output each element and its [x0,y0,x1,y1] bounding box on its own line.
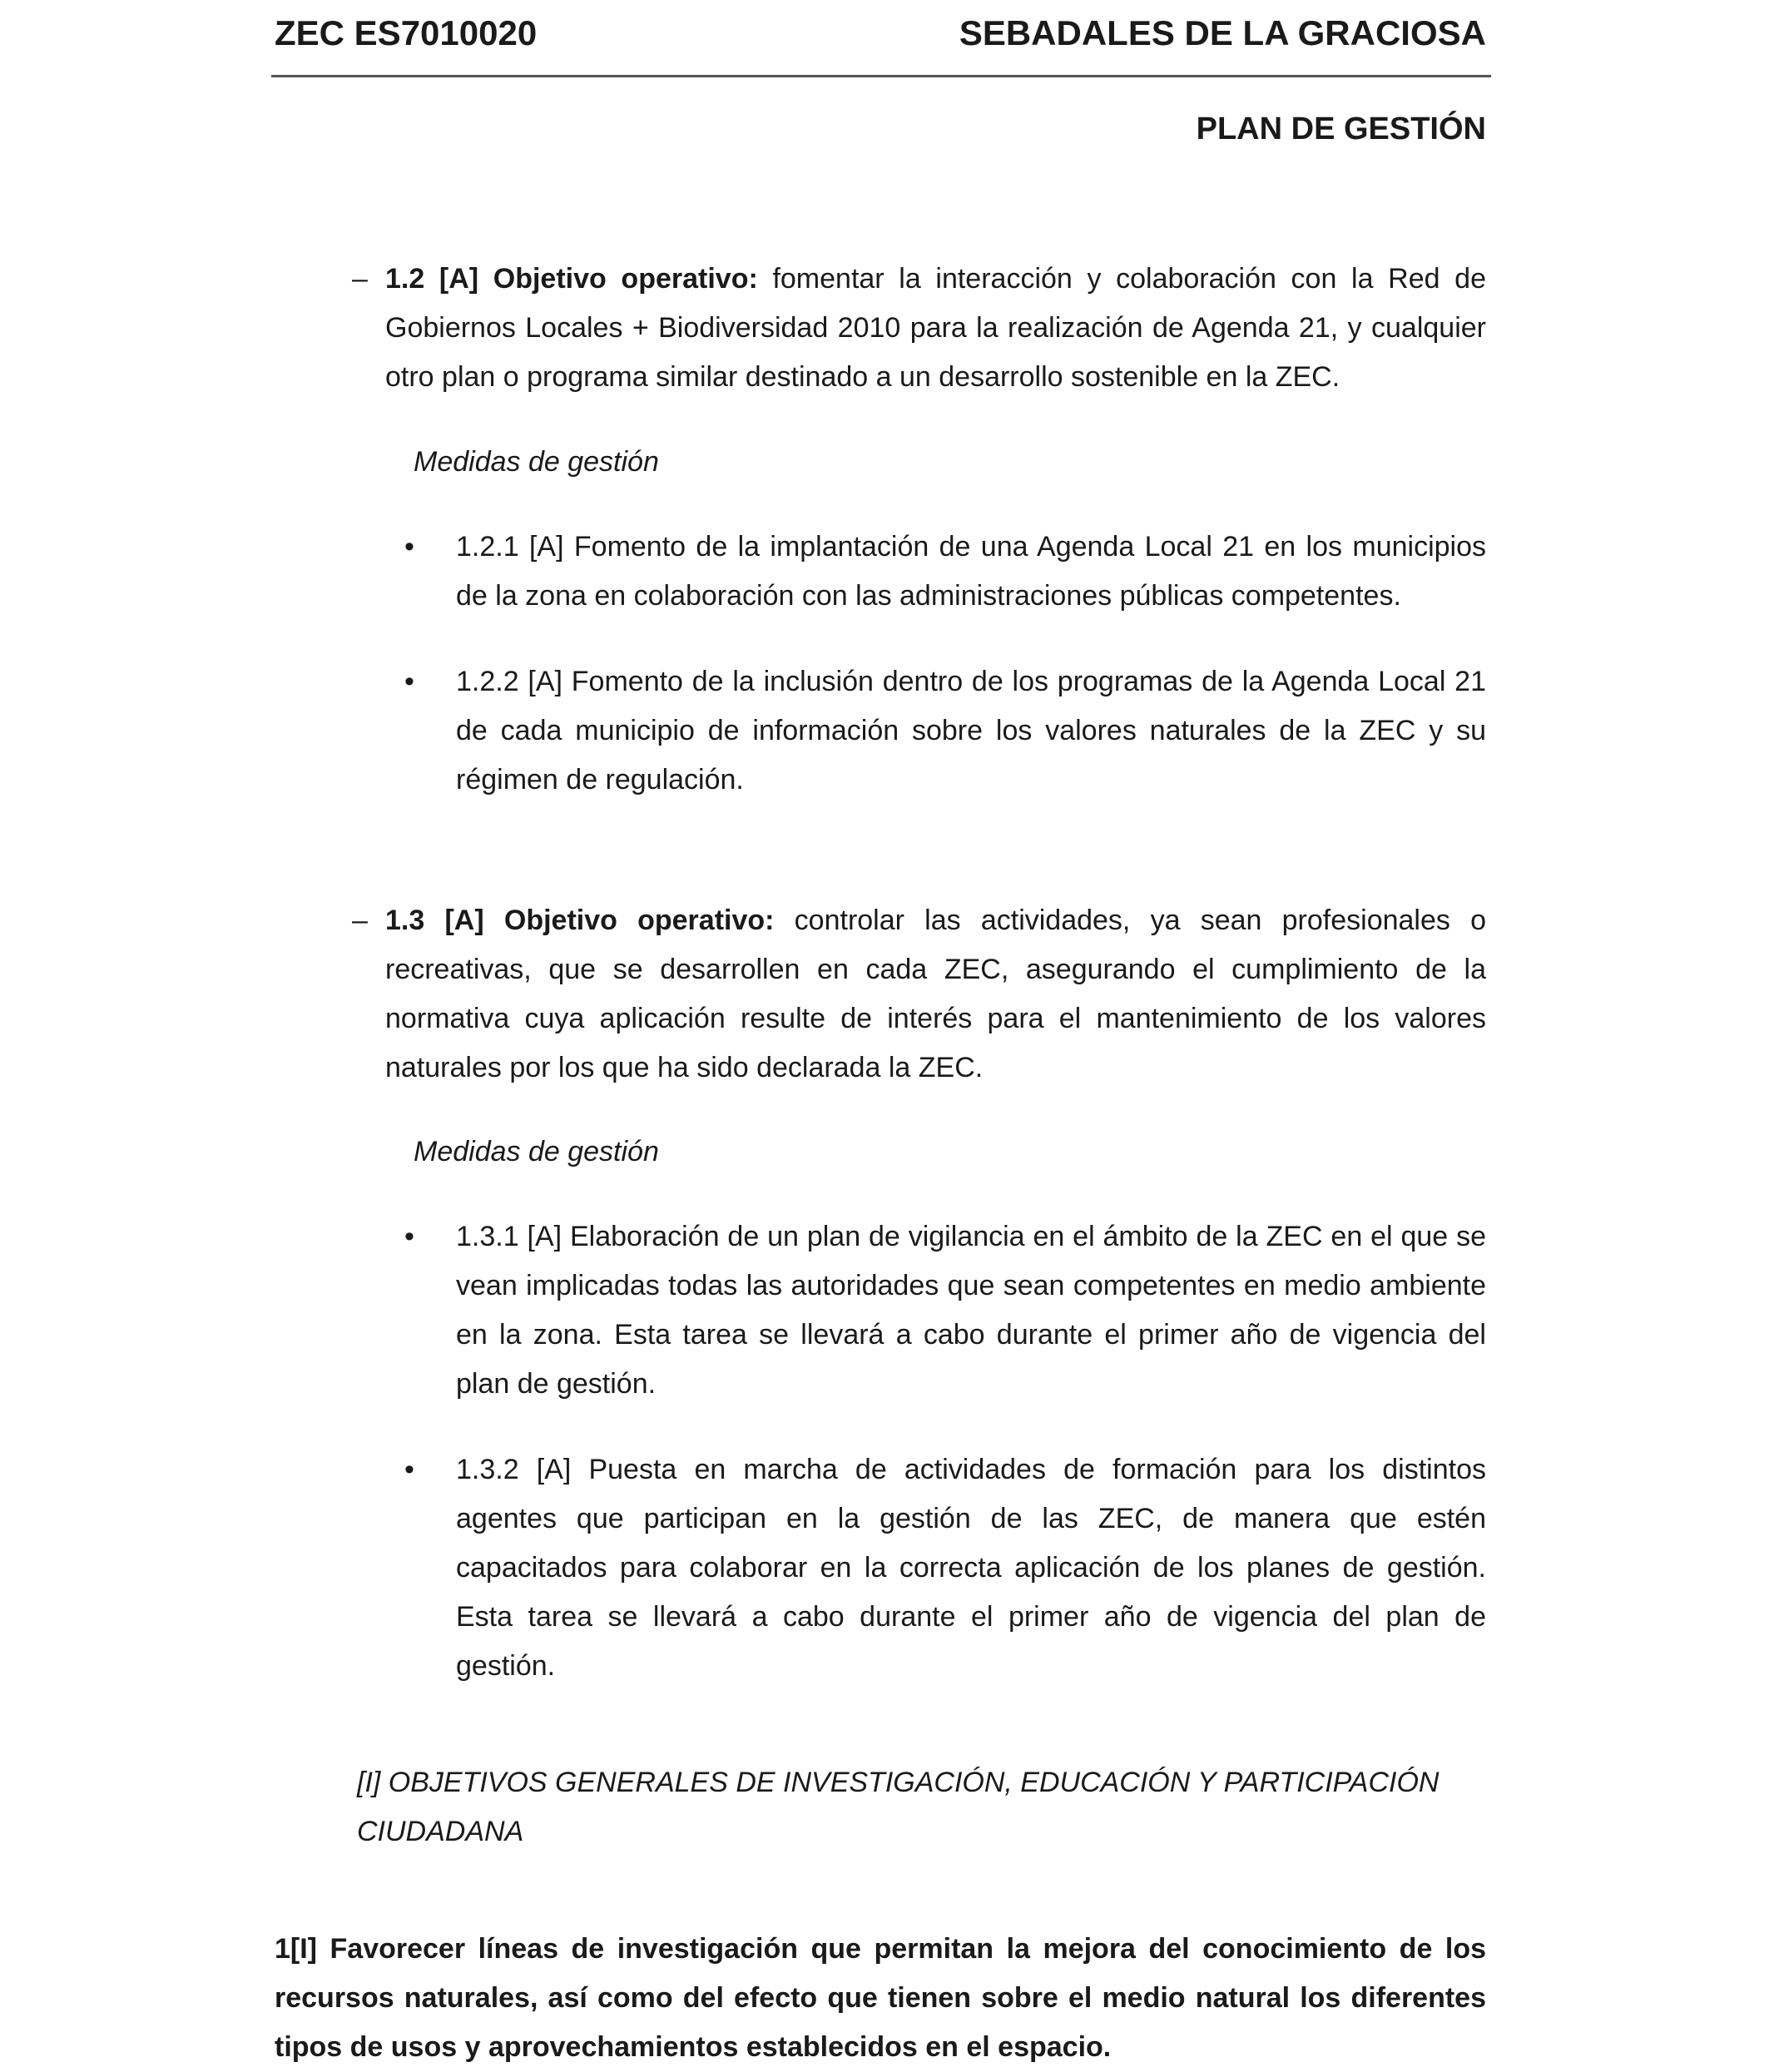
objective-1-3-dash: – [352,905,368,936]
objective-1-2-paragraph [385,255,1486,402]
header-site-name: SEBADALES DE LA GRACIOSA [959,13,1486,52]
objective-1-2-measures-title: Medidas de gestión [414,446,659,478]
bullet-icon: • [404,531,414,563]
bullet-icon: • [404,1221,414,1252]
goal-1-i-paragraph: 1[I] Favorecer líneas de investigación que permitan la mejora del conocimiento de los recursos naturales, así como del efecto que tienen sobre el medio natural los diferentes tipos de usos y aprovechamientos establecidos en el espacio. [275,1933,1486,2063]
section-i-title: [I] OBJETIVOS GENERALES DE INVESTIGACIÓN, EDUCACIÓN Y PARTICIPACIÓN CIUDADANA [357,1767,1439,1847]
bullet-icon: • [404,666,414,697]
objective-1-2-dash: – [352,263,368,295]
objective-1-2-text: fomentar la interacción y colaboración con la Red de Gobiernos Locales + Biodiversidad 2010 para la realización de Agenda 21, y cualquier otro plan o programa similar destinado a un desarrollo sostenible en la ZEC. [385,263,1486,393]
measure-1-3-2: 1.3.2 [A] Puesta en marcha de actividades de formación para los distintos agentes que participan en la gestión de las ZEC, de manera que estén capacitados para colaborar en la correcta aplicación de los planes de gestión. Esta tarea se llevará a cabo durante el primer año de vigencia del plan de gestión. [456,1454,1486,1682]
header-document-type: PLAN DE GESTIÓN [1196,112,1486,146]
objective-1-3-measures-title: Medidas de gestión [414,1136,659,1167]
objective-1-3-paragraph [385,896,1486,1093]
objective-1-3-text: controlar las actividades, ya sean profesionales o recreativas, que se desarrollen en cada ZEC, asegurando el cumplimiento de la normativa cuya aplicación resulte de interés para el mantenimiento de los valores naturales por los que ha sido declarada la ZEC. [385,905,1486,1083]
objective-1-3-label: 1.3 [A] Objetivo operativo: [385,905,775,936]
measure-1-2-1: 1.2.1 [A] Fomento de la implantación de una Agenda Local 21 en los municipios de la zona en colaboración con las administraciones públicas competentes. [456,531,1486,612]
header-divider [271,75,1491,77]
measure-1-3-1: 1.3.1 [A] Elaboración de un plan de vigilancia en el ámbito de la ZEC en el que se vean implicadas todas las autoridades que sean competentes en medio ambiente en la zona. Esta tarea se llevará a cabo durante el primer año de vigencia del plan de gestión. [456,1221,1486,1400]
measure-1-2-2: 1.2.2 [A] Fomento de la inclusión dentro de los programas de la Agenda Local 21 de cada municipio de información sobre los valores naturales de la ZEC y su régimen de regulación. [456,666,1486,796]
header-site-code: ZEC ES7010020 [275,13,538,52]
objective-1-2-label: 1.2 [A] Objetivo operativo: [385,263,758,295]
bullet-icon: • [404,1454,414,1485]
